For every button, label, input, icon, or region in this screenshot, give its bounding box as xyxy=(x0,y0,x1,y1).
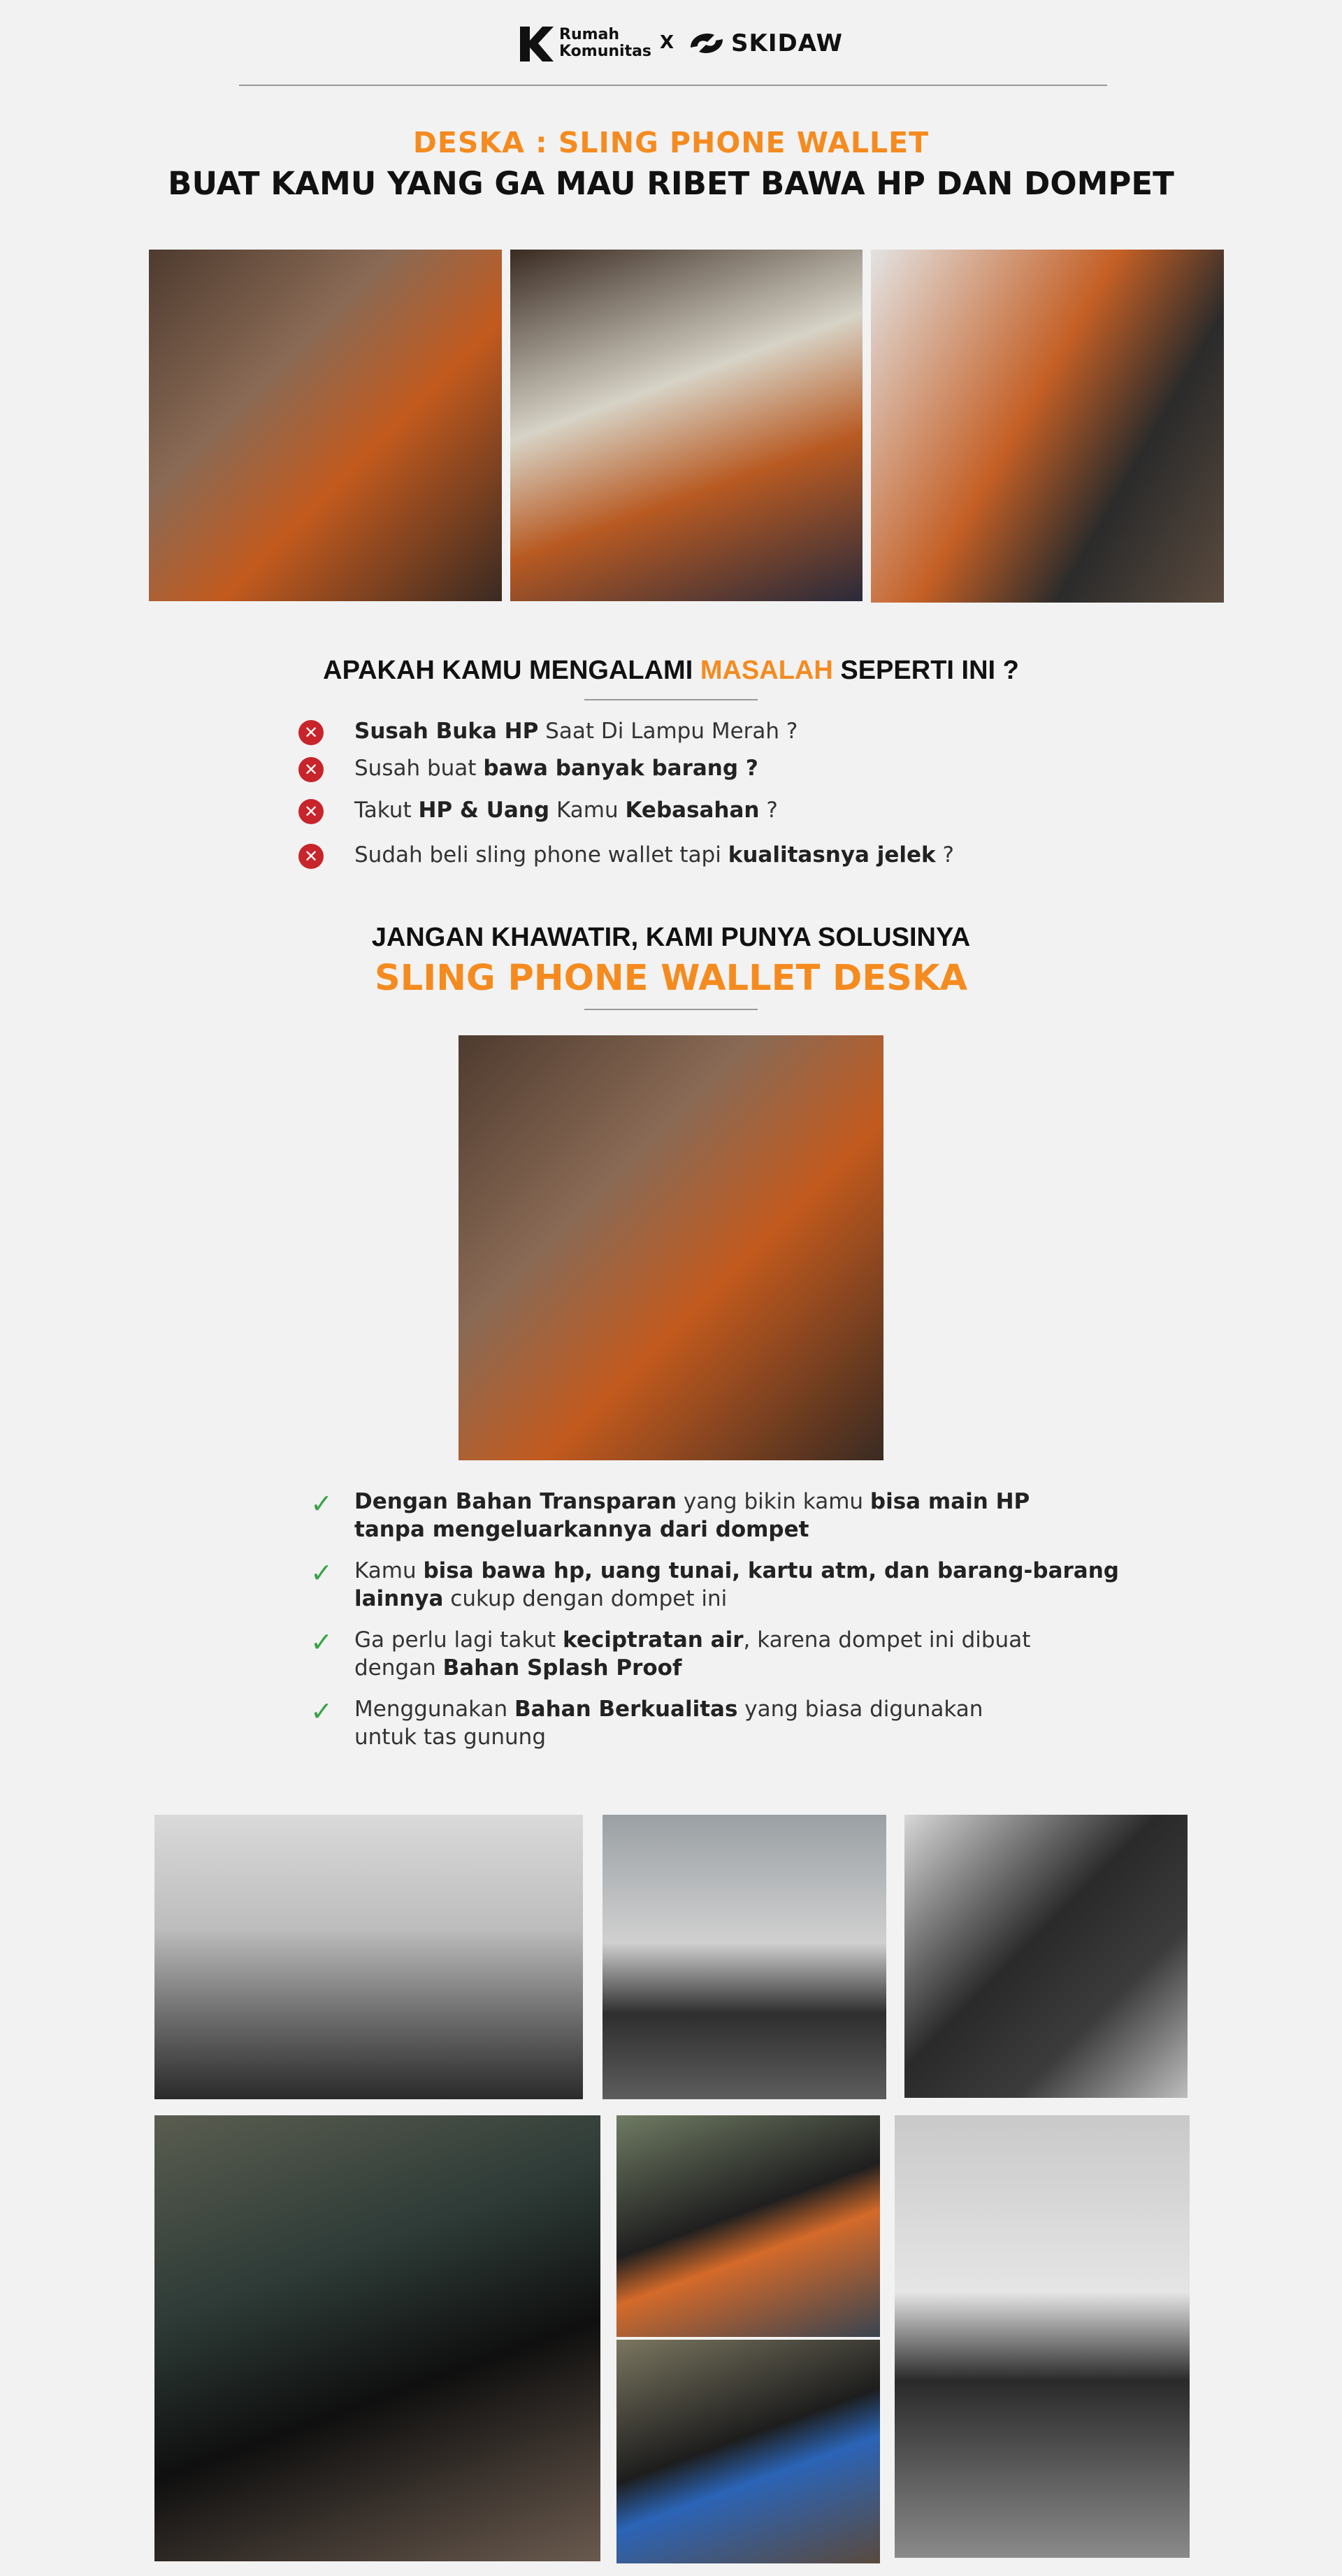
brand-separator: X xyxy=(660,32,674,53)
solution-item: Ga perlu lagi takut keciptratan air, karena dompet ini dibuat dengan Bahan Splash Proof xyxy=(354,1627,1031,1681)
gallery-photo-5 xyxy=(616,2115,880,2337)
solution-item: Dengan Bahan Transparan yang bikin kamu bisa main HP tanpa mengeluarkannya dari dompet xyxy=(354,1489,1030,1542)
hero-photo-1 xyxy=(149,250,502,601)
brand-left-line2: Komunitas xyxy=(559,43,652,60)
gallery-photo-6 xyxy=(616,2340,880,2563)
problem-item: Susah buat bawa banyak barang ? xyxy=(354,756,758,781)
gallery-photo-4 xyxy=(154,2115,600,2561)
check-icon: ✓ xyxy=(310,1696,333,1727)
product-photo xyxy=(459,1035,883,1460)
solution-product: SLING PHONE WALLET DESKA xyxy=(375,958,967,999)
x-icon: ✕ xyxy=(298,844,324,869)
hero-photo-2 xyxy=(510,250,863,601)
x-icon: ✕ xyxy=(298,757,324,782)
header-logos xyxy=(510,20,843,69)
problems-title: APAKAH KAMU MENGALAMI MASALAH SEPERTI INI ? xyxy=(323,656,1019,685)
x-icon: ✕ xyxy=(298,799,324,824)
gallery-photo-1 xyxy=(154,1815,583,2099)
problem-item: Susah Buka HP Saat Di Lampu Merah ? xyxy=(354,719,798,744)
check-icon: ✓ xyxy=(310,1557,333,1588)
x-icon: ✕ xyxy=(298,720,324,745)
solution-item: Menggunakan Bahan Berkualitas yang biasa digunakan untuk tas gunung xyxy=(354,1697,983,1750)
problems-divider xyxy=(584,699,758,700)
gallery-photo-3 xyxy=(904,1815,1188,2098)
gallery-photo-7 xyxy=(895,2115,1190,2558)
header-divider xyxy=(239,85,1107,86)
hero-photo-3 xyxy=(871,250,1224,603)
solution-item: Kamu bisa bawa hp, uang tunai, kartu atm, dan barang-barang lainnya cukup dengan dompet ini xyxy=(354,1558,1119,1611)
hero-headline: BUAT KAMU YANG GA MAU RIBET BAWA HP DAN DOMPET xyxy=(168,165,1174,202)
solution-divider xyxy=(584,1009,758,1010)
rumah-komunitas-logo-icon xyxy=(514,22,556,64)
check-icon: ✓ xyxy=(310,1488,333,1519)
brand-right: SKIDAW xyxy=(731,29,843,57)
gallery-photo-2 xyxy=(603,1815,886,2099)
skidaw-logo-icon xyxy=(686,27,727,60)
solution-title: JANGAN KHAWATIR, KAMI PUNYA SOLUSINYA xyxy=(371,923,971,952)
check-icon: ✓ xyxy=(310,1627,333,1657)
problem-item: Takut HP & Uang Kamu Kebasahan ? xyxy=(354,798,778,823)
problem-item: Sudah beli sling phone wallet tapi kualitasnya jelek ? xyxy=(354,842,954,868)
hero-kicker: DESKA : SLING PHONE WALLET xyxy=(412,126,930,159)
brand-left-line1: Rumah xyxy=(559,26,620,43)
